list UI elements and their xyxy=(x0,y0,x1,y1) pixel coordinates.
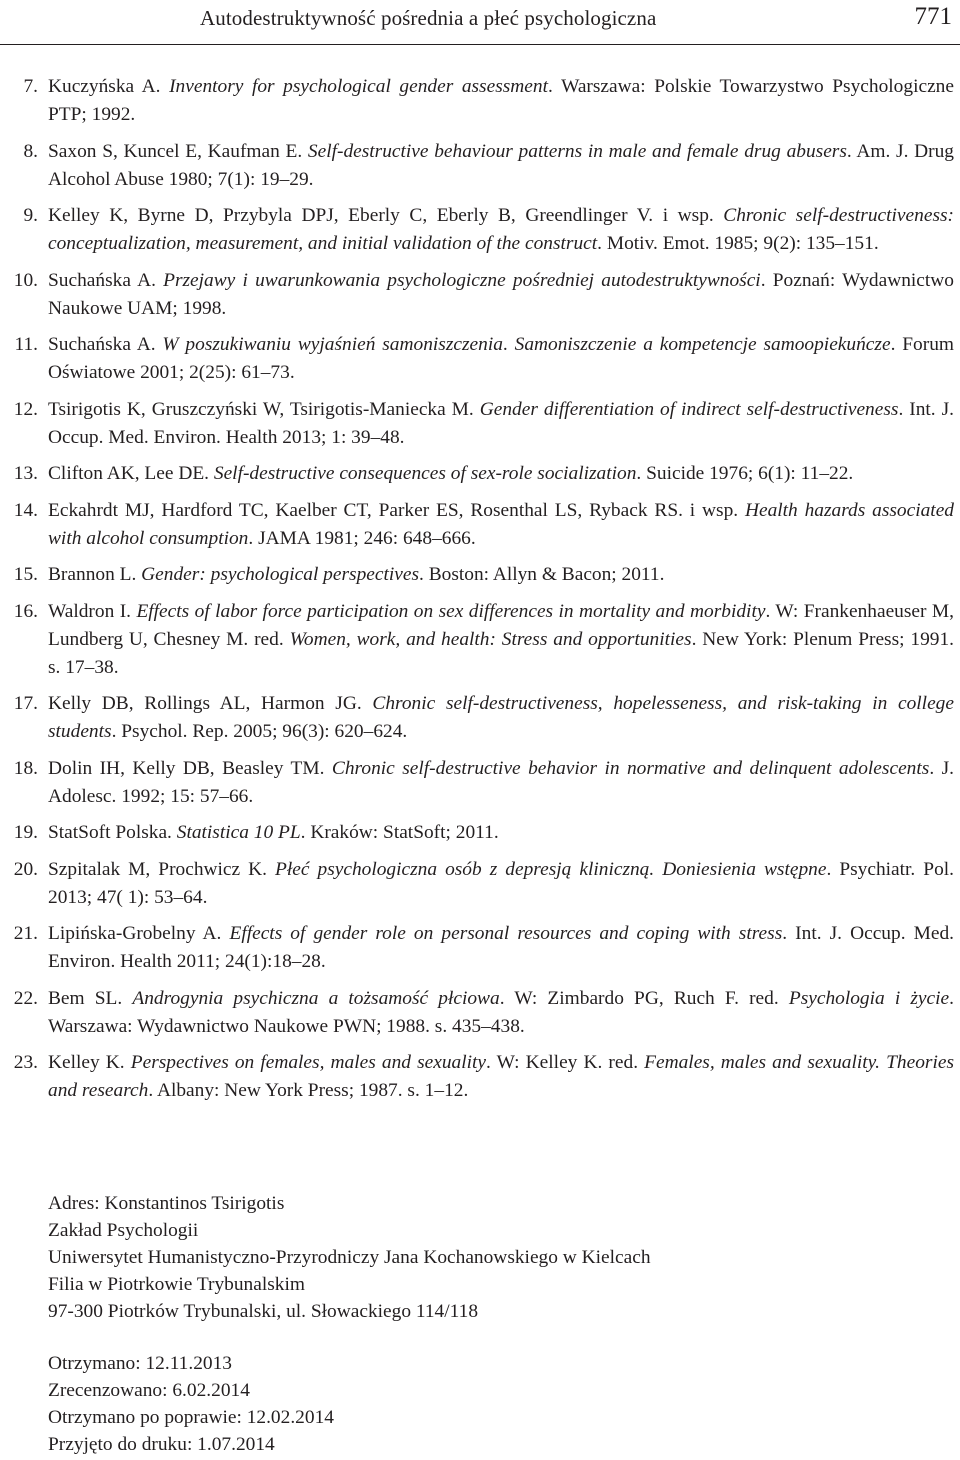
reference-item xyxy=(0,856,960,912)
reference-title: Chronic self-destructiveness: conceptualization, measurement, and initial validation of the construct xyxy=(48,205,954,254)
reference-number: 14. xyxy=(13,499,38,521)
reference-segment: . Warszawa: Polskie Towarzystwo Psychologiczne PTP; 1992. xyxy=(48,76,954,125)
reference-item xyxy=(0,690,960,746)
reference-title: Health hazards associated with alcohol consumption xyxy=(48,499,954,549)
reference-segment: . Suicide 1976; 6(1): 11–22. xyxy=(636,463,854,484)
reference-segment: . JAMA 1981; 246: 648–666. xyxy=(248,527,476,549)
reference-segment: Suchańska A. xyxy=(48,334,163,355)
reference-text xyxy=(48,396,954,452)
reference-title: Chronic self-destructiveness, hopelesseness, and risk-taking in college students xyxy=(48,693,954,742)
reference-segment: Dolin IH, Kelly DB, Beasley TM. xyxy=(48,757,332,779)
reference-segment: . Int. J. Occup. Med. Environ. Health 2013; 1: 39–48. xyxy=(48,398,954,448)
reference-segment: Kelley K. xyxy=(48,1052,131,1073)
reference-text xyxy=(48,920,954,976)
reference-text xyxy=(48,985,954,1041)
reference-title: Women, work, and health: Stress and opportunities xyxy=(289,628,692,650)
reference-number: 23. xyxy=(13,1052,38,1073)
reference-title: W poszukiwaniu wyjaśnień samoniszczenia xyxy=(162,334,503,355)
reference-text xyxy=(48,561,954,589)
reference-segment: Kelley K, Byrne D, Przybyla DPJ, Eberly C, Eberly B, Greendlinger V. i wsp. xyxy=(48,205,724,226)
reference-segment: Saxon S, Kuncel E, Kaufman E. xyxy=(48,140,308,162)
reference-segment: Suchańska A. xyxy=(48,269,164,291)
address-line: Filia w Piotrkowie Trybunalskim xyxy=(48,1274,305,1295)
reference-text xyxy=(48,497,954,553)
reference-number: 15. xyxy=(13,564,38,585)
reference-title: Psychologia i życie xyxy=(788,987,950,1009)
reference-segment: Kuczyńska A. xyxy=(48,76,170,97)
reference-item xyxy=(0,460,960,488)
reference-segment: Eckahrdt MJ, Hardford TC, Kaelber CT, Parker ES, Rosenthal LS, Ryback RS. i wsp. xyxy=(48,499,745,521)
reference-text xyxy=(48,755,954,811)
reference-segment: . Boston: Allyn & Bacon; 2011. xyxy=(419,564,665,585)
date-line: Otrzymano po poprawie: 12.02.2014 xyxy=(48,1407,334,1428)
reference-item xyxy=(0,819,960,847)
reference-segment: . W: Zimbardo PG, Ruch F. red. xyxy=(499,987,789,1009)
reference-text xyxy=(48,138,954,194)
reference-text xyxy=(48,856,954,912)
reference-number: 21. xyxy=(13,923,38,944)
reference-title: Androgynia psychiczna a tożsamość płciowa xyxy=(132,987,500,1009)
running-title: Autodestruktywność pośrednia a płeć psychologiczna xyxy=(200,6,657,30)
reference-segment: Clifton AK, Lee DE. xyxy=(48,463,214,484)
reference-number: 13. xyxy=(13,463,38,484)
reference-text xyxy=(48,73,954,129)
correspondence-address xyxy=(48,1190,928,1325)
reference-title: Samoniszczenie a kompetencje samoopiekuńcze xyxy=(514,334,891,355)
reference-segment: . W: Kelley K. red. xyxy=(486,1052,645,1073)
reference-segment: . Albany: New York Press; 1987. s. 1–12. xyxy=(148,1080,469,1101)
reference-segment: Tsirigotis K, Gruszczyński W, Tsirigotis-Maniecka M. xyxy=(48,398,480,420)
reference-text xyxy=(48,598,954,682)
reference-item xyxy=(0,138,960,194)
reference-number: 19. xyxy=(13,822,38,843)
reference-text xyxy=(48,690,954,746)
reference-title: Płeć psychologiczna osób z depresją kliniczną. Doniesienia wstępne xyxy=(275,858,827,880)
reference-item xyxy=(0,73,960,129)
reference-segment: . Kraków: StatSoft; 2011. xyxy=(300,822,499,843)
reference-segment: . J. Adolesc. 1992; 15: 57–66. xyxy=(48,757,954,807)
reference-segment: . Psychol. Rep. 2005; 96(3): 620–624. xyxy=(111,721,408,742)
date-line: Zrecenzowano: 6.02.2014 xyxy=(48,1380,250,1401)
reference-number: 22. xyxy=(13,987,38,1009)
reference-item xyxy=(0,202,960,258)
reference-segment: Lipińska-Grobelny A. xyxy=(48,923,230,944)
reference-title: Gender: psychological perspectives xyxy=(141,564,420,585)
reference-segment: . Psychiatr. Pol. 2013; 47( 1): 53–64. xyxy=(48,858,954,908)
reference-title: Effects of gender role on personal resources and coping with stress xyxy=(229,923,783,944)
reference-title: Gender differentiation of indirect self-destructiveness xyxy=(479,398,899,420)
reference-item xyxy=(0,1049,960,1105)
reference-title: Statistica 10 PL xyxy=(176,822,301,843)
reference-item xyxy=(0,497,960,553)
reference-number: 16. xyxy=(13,600,38,622)
reference-segment: Kelly DB, Rollings AL, Harmon JG. xyxy=(48,693,373,714)
reference-number: 9. xyxy=(23,205,38,226)
reference-segment: . Poznań: Wydawnictwo Naukowe UAM; 1998. xyxy=(48,269,954,319)
address-line: 97-300 Piotrków Trybunalski, ul. Słowackiego 114/118 xyxy=(48,1301,479,1322)
reference-item xyxy=(0,561,960,589)
reference-segment: . xyxy=(502,334,515,355)
reference-segment: Waldron I. xyxy=(48,600,137,622)
reference-number: 11. xyxy=(14,334,38,355)
reference-title: Females, males and sexuality. Theories and research xyxy=(48,1052,955,1101)
publication-dates xyxy=(48,1350,928,1458)
reference-title: Inventory for psychological gender assessment xyxy=(169,76,548,97)
date-line: Przyjęto do druku: 1.07.2014 xyxy=(48,1434,275,1455)
page-number: 771 xyxy=(914,3,952,30)
reference-segment: Brannon L. xyxy=(48,564,142,585)
reference-list xyxy=(0,73,960,1114)
reference-segment: StatSoft Polska. xyxy=(48,822,177,843)
address-line: Zakład Psychologii xyxy=(48,1220,199,1241)
reference-text xyxy=(48,267,954,323)
reference-text xyxy=(48,460,954,488)
reference-item xyxy=(0,396,960,452)
reference-segment: . Forum Oświatowe 2001; 2(25): 61–73. xyxy=(48,334,954,383)
reference-item xyxy=(0,267,960,323)
reference-number: 7. xyxy=(23,76,38,97)
reference-number: 17. xyxy=(13,693,38,714)
running-header xyxy=(0,0,960,44)
reference-title: Chronic self-destructive behavior in normative and delinquent adolescents xyxy=(331,757,930,779)
reference-item xyxy=(0,755,960,811)
reference-segment: Szpitalak M, Prochwicz K. xyxy=(48,858,276,880)
address-line: Uniwersytet Humanistyczno-Przyrodniczy Jana Kochanowskiego w Kielcach xyxy=(48,1247,651,1268)
reference-segment: . Motiv. Emot. 1985; 9(2): 135–151. xyxy=(597,233,879,254)
reference-text xyxy=(48,331,954,387)
reference-text xyxy=(48,1049,954,1105)
header-rule xyxy=(0,44,960,45)
reference-item xyxy=(0,985,960,1041)
reference-number: 18. xyxy=(13,757,38,779)
reference-text xyxy=(48,819,954,847)
reference-segment: . Int. J. Occup. Med. Environ. Health 2011; 24(1):18–28. xyxy=(48,923,954,972)
date-line: Otrzymano: 12.11.2013 xyxy=(48,1353,233,1374)
reference-text xyxy=(48,202,954,258)
reference-segment: . Am. J. Drug Alcohol Abuse 1980; 7(1): 19–29. xyxy=(48,140,954,190)
reference-title: Self-destructive consequences of sex-role socialization xyxy=(213,463,637,484)
reference-item xyxy=(0,331,960,387)
reference-segment: . New York: Plenum Press; 1991. s. 17–38. xyxy=(48,628,954,678)
reference-title: Przejawy i uwarunkowania psychologiczne pośredniej autodestruktywności xyxy=(163,269,761,291)
reference-title: Effects of labor force participation on sex differences in mortality and morbidity xyxy=(136,600,766,622)
reference-number: 10. xyxy=(13,269,38,291)
reference-title: Perspectives on females, males and sexuality xyxy=(130,1052,486,1073)
reference-item xyxy=(0,598,960,682)
reference-number: 8. xyxy=(23,140,38,162)
reference-segment: Bem SL. xyxy=(48,987,133,1009)
reference-title: Self-destructive behaviour patterns in male and female drug abusers xyxy=(307,140,847,162)
address-line: Adres: Konstantinos Tsirigotis xyxy=(48,1193,285,1214)
reference-segment: . W: Frankenhaeuser M, Lundberg U, Chesney M. red. xyxy=(48,600,954,650)
reference-segment: . Warszawa: Wydawnictwo Naukowe PWN; 1988. s. 435–438. xyxy=(48,987,954,1037)
reference-number: 12. xyxy=(13,398,38,420)
reference-item xyxy=(0,920,960,976)
reference-number: 20. xyxy=(13,858,38,880)
